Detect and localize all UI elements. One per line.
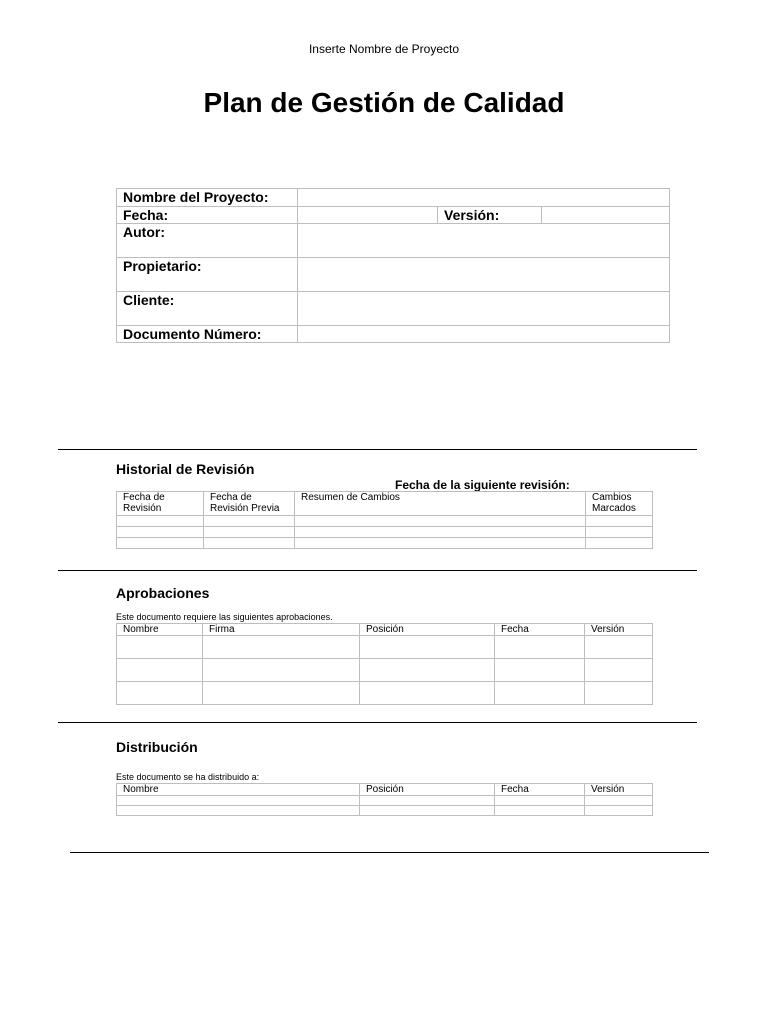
date-field[interactable] — [298, 207, 438, 224]
table-header-row — [117, 492, 653, 516]
distribution-note: Este documento se ha distribuido a: — [116, 772, 260, 782]
distribution-title: Distribución — [116, 739, 198, 755]
table-row — [117, 796, 653, 806]
col-header-date: Fecha — [495, 624, 585, 636]
table-row — [117, 806, 653, 816]
section-divider — [58, 570, 697, 571]
owner-label: Propietario: — [117, 258, 298, 292]
col-header-signature: Firma — [203, 624, 360, 636]
version-field[interactable] — [542, 207, 670, 224]
version-label: Versión: — [438, 207, 542, 224]
approvals-note: Este documento requiere las siguientes aprobaciones. — [116, 612, 333, 622]
page-title: Plan de Gestión de Calidad — [203, 87, 565, 118]
project-info-table — [116, 188, 670, 343]
col-header-position: Posición — [360, 784, 495, 796]
owner-field[interactable] — [298, 258, 670, 292]
table-row — [117, 682, 653, 705]
date-label: Fecha: — [117, 207, 298, 224]
client-label: Cliente: — [117, 292, 298, 326]
author-label: Autor: — [117, 224, 298, 258]
revision-history-table — [116, 491, 653, 549]
col-header-version: Versión — [585, 784, 653, 796]
col-header-changes-marked: Cambios Marcados — [586, 492, 653, 516]
col-header-name: Nombre — [117, 624, 203, 636]
col-header-date: Fecha — [495, 784, 585, 796]
revision-history-title: Historial de Revisión — [116, 461, 255, 477]
section-divider — [58, 722, 697, 723]
project-name-field[interactable] — [298, 189, 670, 207]
project-name-label: Nombre del Proyecto: — [117, 189, 298, 207]
project-name-header: Inserte Nombre de Proyecto — [308, 42, 460, 56]
table-row — [117, 636, 653, 659]
section-divider — [58, 449, 697, 450]
approvals-table — [116, 623, 653, 705]
table-header-row — [117, 624, 653, 636]
col-header-name: Nombre — [117, 784, 360, 796]
doc-number-field[interactable] — [298, 326, 670, 343]
table-row — [117, 659, 653, 682]
col-header-version: Versión — [585, 624, 653, 636]
table-header-row — [117, 784, 653, 796]
distribution-table — [116, 783, 653, 816]
author-field[interactable] — [298, 224, 670, 258]
section-divider — [70, 852, 709, 853]
approvals-title: Aprobaciones — [116, 585, 210, 601]
next-review-label: Fecha de la siguiente revisión: — [395, 478, 570, 492]
col-header-change-summary: Resumen de Cambios — [295, 492, 586, 516]
col-header-previous-revision-date: Fecha de Revisión Previa — [204, 492, 295, 516]
table-row — [117, 538, 653, 549]
col-header-position: Posición — [360, 624, 495, 636]
col-header-revision-date: Fecha de Revisión — [117, 492, 204, 516]
table-row — [117, 527, 653, 538]
table-row — [117, 516, 653, 527]
doc-number-label: Documento Número: — [117, 326, 298, 343]
client-field[interactable] — [298, 292, 670, 326]
